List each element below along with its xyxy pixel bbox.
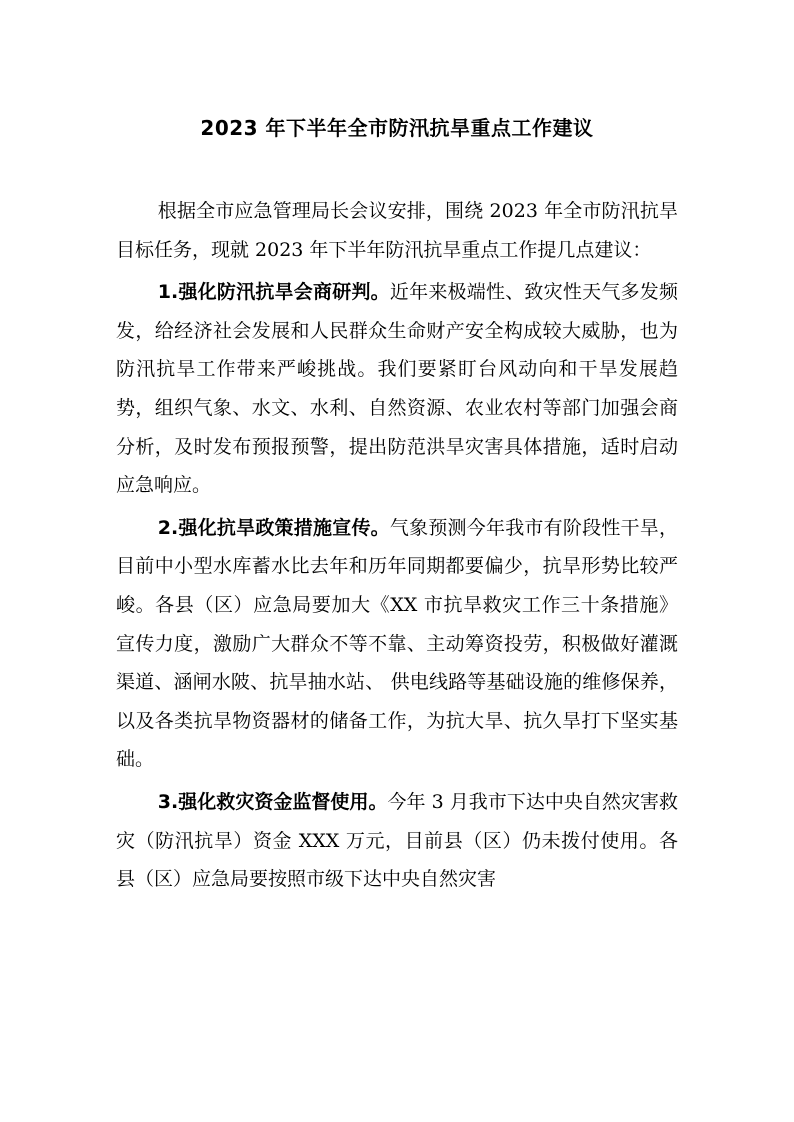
section-1-text: 近年来极端性、致灾性天气多发频发，给经济社会发展和人民群众生命财产安全构成较大威胁，也为防汛抗旱工作带来严峻挑战。我们要紧盯台风动向和干旱发展趋势，组织气象、水文、水利、自然资源、农业农村等部门加强会商分析，及时发布预报预警，提出防范洪旱灾害具体措施，适时启动应急响应。 [116, 281, 678, 497]
intro-paragraph: 根据全市应急管理局长会议安排，围绕 2023 年全市防汛抗旱目标任务，现就 2023 年下半年防汛抗旱重点工作提几点建议： [116, 200, 678, 261]
section-3-heading: 3.强化救灾资金监督使用。 [157, 790, 388, 813]
section-3-text: 今年 3 月我市下达中央自然灾害救灾（防汛抗旱）资金 XXX 万元，目前县（区）仍未拨付使用。各县（区）应急局要按照市级下达中央自然灾害 [116, 790, 678, 891]
section-2-text: 气象预测今年我市有阶段性干旱，目前中小型水库蓄水比去年和历年同期都要偏少，抗旱形势比较严峻。各县（区）应急局要加大《XX 市抗旱救灾工作三十条措施》宣传力度，激励广大群众不等不靠、主动筹资投劳，积极做好灌溉渠道、涵闸水陂、抗旱抽水站、 供电线路等基础设施的维修保养，以及各类抗旱物资器材的储备工作，为抗大旱、抗久旱打下坚实基础。 [116, 516, 678, 771]
section-1-paragraph [116, 273, 678, 505]
section-3-paragraph [116, 783, 678, 899]
section-2-heading: 2.强化抗旱政策措施宣传。 [157, 516, 390, 539]
document-body [116, 192, 678, 899]
section-1-heading: 1.强化防汛抗旱会商研判。 [157, 281, 390, 304]
document-title: 2023 年下半年全市防汛抗旱重点工作建议 [200, 116, 594, 140]
section-2-paragraph [116, 509, 678, 779]
